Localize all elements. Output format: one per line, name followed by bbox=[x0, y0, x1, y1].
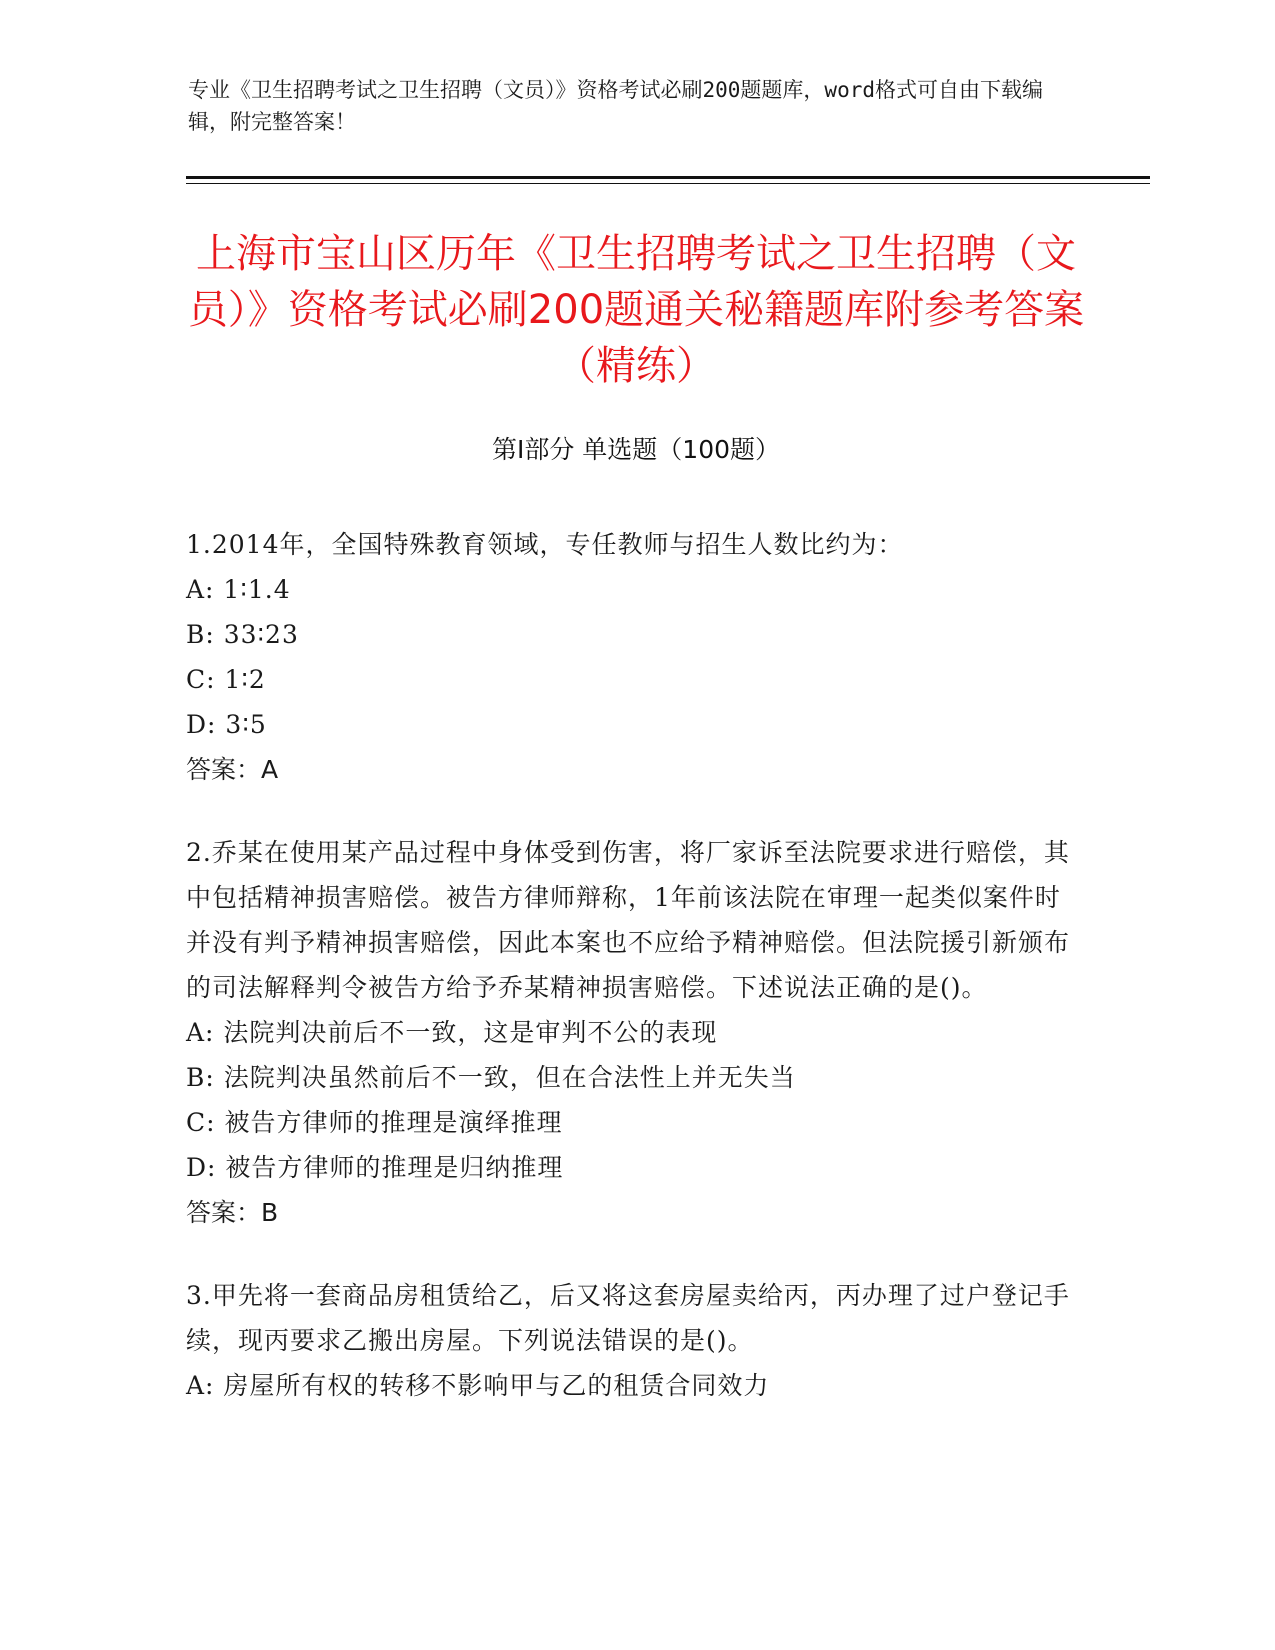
option-a: A: 1∶1.4 bbox=[186, 575, 291, 604]
question-text: 2.乔某在使用某产品过程中身体受到伤害，将厂家诉至法院要求进行赔偿，其中包括精神损害赔偿。被告方律师辩称，1年前该法院在审理一起类似案件时并没有判予精神损害赔偿，因此本案也不应给予精神赔偿。但法院援引新颁布的司法解释判令被告方给予乔某精神损害赔偿。下述说法正确的是()。 bbox=[186, 838, 1071, 1002]
question-1 bbox=[186, 522, 1086, 792]
option-b: B: 法院判决虽然前后不一致，但在合法性上并无失当 bbox=[186, 1063, 796, 1092]
option-c: C: 被告方律师的推理是演绎推理 bbox=[186, 1108, 563, 1137]
option-a: A: 法院判决前后不一致，这是审判不公的表现 bbox=[186, 1018, 718, 1047]
section-title: 第Ⅰ部分 单选题（100题） bbox=[491, 435, 781, 464]
answer: 答案：A bbox=[186, 755, 279, 784]
option-a: A: 房屋所有权的转移不影响甲与乙的租赁合同效力 bbox=[186, 1371, 770, 1400]
header-rule-thin bbox=[186, 183, 1150, 184]
option-d: D: 被告方律师的推理是归纳推理 bbox=[186, 1153, 564, 1182]
header-note: 专业《卫生招聘考试之卫生招聘（文员）》资格考试必刷200题题库，word格式可自由下载编辑，附完整答案！ bbox=[188, 78, 1043, 134]
question-text: 1.2014年，全国特殊教育领域，专任教师与招生人数比约为： bbox=[186, 530, 904, 559]
question-list bbox=[186, 522, 1086, 1446]
question-2 bbox=[186, 830, 1086, 1235]
header-rule-thick bbox=[186, 176, 1150, 179]
option-d: D: 3∶5 bbox=[186, 710, 267, 739]
question-text: 3.甲先将一套商品房租赁给乙，后又将这套房屋卖给丙，丙办理了过户登记手续，现丙要求乙搬出房屋。下列说法错误的是()。 bbox=[186, 1281, 1070, 1355]
question-3 bbox=[186, 1273, 1086, 1408]
document-title: 上海市宝山区历年《卫生招聘考试之卫生招聘（文员）》资格考试必刷200题通关秘籍题库附参考答案（精练） bbox=[187, 231, 1085, 389]
answer: 答案：B bbox=[186, 1198, 279, 1227]
option-b: B: 33∶23 bbox=[186, 620, 299, 649]
option-c: C: 1∶2 bbox=[186, 665, 266, 694]
